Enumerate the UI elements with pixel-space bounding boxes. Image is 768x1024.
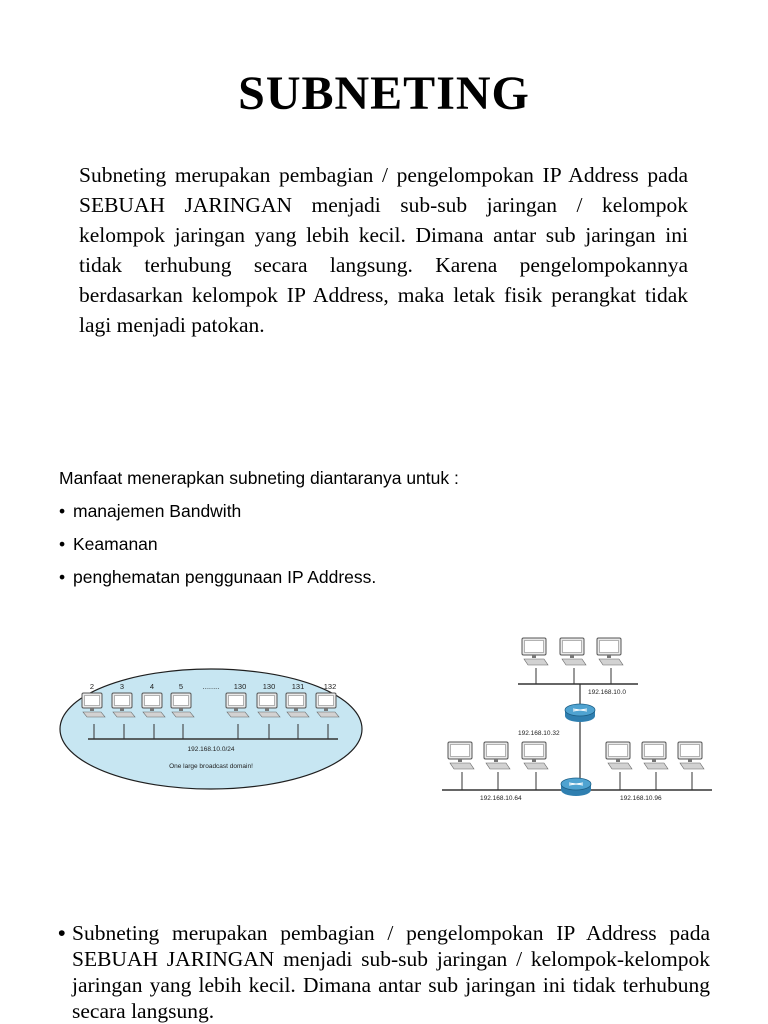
bottom-paragraph: Subneting merupakan pembagian / pengelompokan IP Address pada SEBUAH JARINGAN menjadi sub-sub jaringan / kelompok-kelompok jaringan yang lebih kecil. Dimana antar sub jaringan ini tidak terhubung secara langsung. [72,921,710,1023]
computer-icon [642,742,668,769]
host-label: 2 [89,682,95,691]
host-label: ........ [202,682,220,691]
computer-icon [257,693,280,717]
host-label: 131 [291,682,305,691]
computer-icon [286,693,309,717]
benefit-item: • penghematan penggunaan IP Address. [59,565,709,589]
computer-icon [606,742,632,769]
host-label: 5 [178,682,184,691]
intro-paragraph: Subneting merupakan pembagian / pengelompokan IP Address pada SEBUAH JARINGAN menjadi sub-sub jaringan / kelompok kelompok jaringan yang lebih kecil. Dimana antar sub jaringan ini tidak terhubung secara langsung. Karena pengelompokannya berdasarkan kelompok IP Address, maka letak fisik perangkat tidak lagi menjadi patokan. [79,163,688,337]
computer-icon [484,742,510,769]
host-label: 3 [119,682,125,691]
network-label: 192.168.10.0/24 [187,746,235,753]
host-label: 130 [233,682,247,691]
computer-icon [678,742,704,769]
computer-icon [448,742,474,769]
page-title: SUBNETING [238,67,530,120]
host-label: 132 [323,682,337,691]
bottom-bullet [58,920,710,1024]
computer-icon [316,693,339,717]
benefit-item: • manajemen Bandwith [59,499,709,523]
computer-icon [142,693,165,717]
broadcast-caption: One large broadcast domain! [169,763,253,770]
router-icon [565,704,595,722]
benefits-heading: Manfaat menerapkan subneting diantaranya untuk : [59,468,459,488]
host-label: 130 [262,682,276,691]
computer-icon [226,693,249,717]
computer-icon [522,638,548,665]
bullet-marker: • [58,921,66,945]
computer-icon [82,693,105,717]
computer-icon [171,693,194,717]
broadcast-domain-figure [58,667,364,791]
computer-icon [522,742,548,769]
router-icon [561,778,591,796]
subnet-label-right: 192.168.10.96 [620,795,662,800]
benefit-item: • Keamanan [59,532,709,556]
benefits-section [59,466,709,598]
computer-icon [112,693,135,717]
subnet-topology-figure [440,632,716,800]
host-label: 4 [149,682,155,691]
computer-icon [560,638,586,665]
subnet-label-left: 192.168.10.64 [480,795,522,800]
benefits-list [59,499,709,589]
subnet-label-top: 192.168.10.0 [588,689,626,696]
computer-icon [597,638,623,665]
subnet-label-link: 192.168.10.32 [518,730,560,737]
